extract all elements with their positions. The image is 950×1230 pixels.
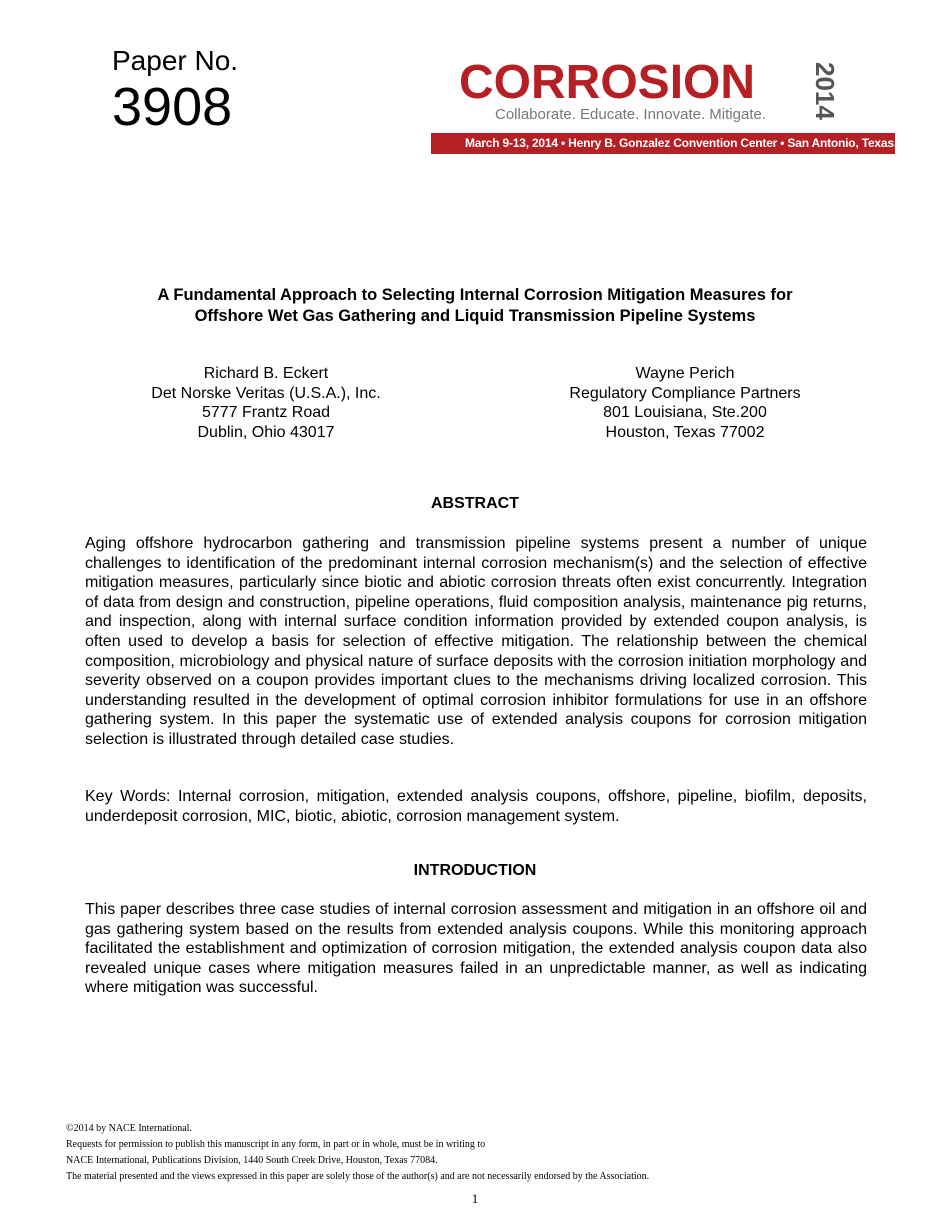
logo-year bbox=[812, 62, 838, 126]
conference-banner: March 9-13, 2014 • Henry B. Gonzalez Convention Center • San Antonio, Texas, U.S.A. bbox=[431, 133, 895, 154]
paper-title-line-2: Offshore Wet Gas Gathering and Liquid Transmission Pipeline Systems bbox=[194, 307, 756, 325]
author-city: Houston, Texas 77002 bbox=[605, 423, 765, 441]
logo-wordmark bbox=[459, 58, 755, 108]
paper-number: 3908 bbox=[112, 77, 233, 137]
author-street: 5777 Frantz Road bbox=[201, 404, 331, 421]
logo-year-text: 2014 bbox=[810, 62, 840, 120]
page-number: 1 bbox=[471, 1191, 479, 1206]
author-org: Regulatory Compliance Partners bbox=[569, 384, 801, 402]
abstract-heading: ABSTRACT bbox=[431, 495, 519, 512]
author-org: Det Norske Veritas (U.S.A.), Inc. bbox=[151, 384, 381, 402]
author-city: Dublin, Ohio 43017 bbox=[197, 423, 335, 441]
paper-title bbox=[85, 285, 865, 327]
author-block-1 bbox=[111, 364, 421, 442]
logo-word-ring: O bbox=[600, 56, 638, 109]
footer-line-3: NACE International, Publications Division, 1440 South Creek Drive, Houston, Texas 77084. bbox=[66, 1155, 438, 1166]
author-name: Richard B. Eckert bbox=[203, 365, 329, 382]
introduction-heading: INTRODUCTION bbox=[413, 862, 537, 879]
author-street: 801 Louisiana, Ste.200 bbox=[603, 404, 767, 421]
author-name: Wayne Perich bbox=[635, 365, 735, 382]
footer-line-2: Requests for permission to publish this manuscript in any form, in part or in whole, must be in writing to bbox=[66, 1139, 486, 1150]
abstract-body: Aging offshore hydrocarbon gathering and transmission pipeline systems present a number of unique challenges to identification of the predominant internal corrosion mechanism(s) and the selection of effective mitigation measures, particularly since biotic and abiotic corrosion threats often exist concurrently. Integration of data from design and construction, pipeline operations, fluid composition analysis, maintenance pig returns, and inspection, along with internal surface condition information provided by extended coupon analysis, is often used to develop a basis for selection of effective mitigation. The relationship between the chemical composition, microbiology and physical nature of surface deposits with the corrosion initiation morphology and severity observed on a coupon provides important clues to the mechanisms driving localized corrosion. This understanding resulted in the development of optimal corrosion inhibitor formulations for use in an offshore gathering system. In this paper the systematic use of extended analysis coupons for corrosion mitigation selection is illustrated through detailed case studies. bbox=[85, 535, 867, 748]
paper-number-label: Paper No. bbox=[112, 45, 239, 76]
footer-line-1: ©2014 by NACE International. bbox=[66, 1123, 192, 1134]
corrosion-2014-logo bbox=[431, 56, 935, 154]
logo-word-left: CORR bbox=[459, 56, 601, 109]
copyright-footer bbox=[66, 1121, 866, 1185]
logo-tagline: Collaborate. Educate. Innovate. Mitigate. bbox=[495, 106, 766, 123]
footer-line-4: The material presented and the views expressed in this paper are solely those of the author(s) and are not necessarily endorsed by the Association. bbox=[66, 1171, 650, 1182]
logo-word-right: SION bbox=[637, 56, 756, 109]
keywords: Key Words: Internal corrosion, mitigation, extended analysis coupons, offshore, pipeline, biofilm, deposits, underdeposit corrosion, MIC, biotic, abiotic, corrosion management system. bbox=[85, 788, 867, 825]
paper-title-line-1: A Fundamental Approach to Selecting Internal Corrosion Mitigation Measures for bbox=[157, 286, 793, 304]
paper-number-block bbox=[112, 46, 238, 136]
author-block-2 bbox=[530, 364, 840, 442]
introduction-body: This paper describes three case studies of internal corrosion assessment and mitigation in an offshore oil and gas gathering system based on the results from extended analysis coupons. While this monitoring approach facilitated the establishment and optimization of corrosion mitigation, the extended analysis coupon data also revealed unique cases where mitigation measures failed in an unpredictable manner, as well as indicating where mitigation was successful. bbox=[85, 901, 867, 997]
